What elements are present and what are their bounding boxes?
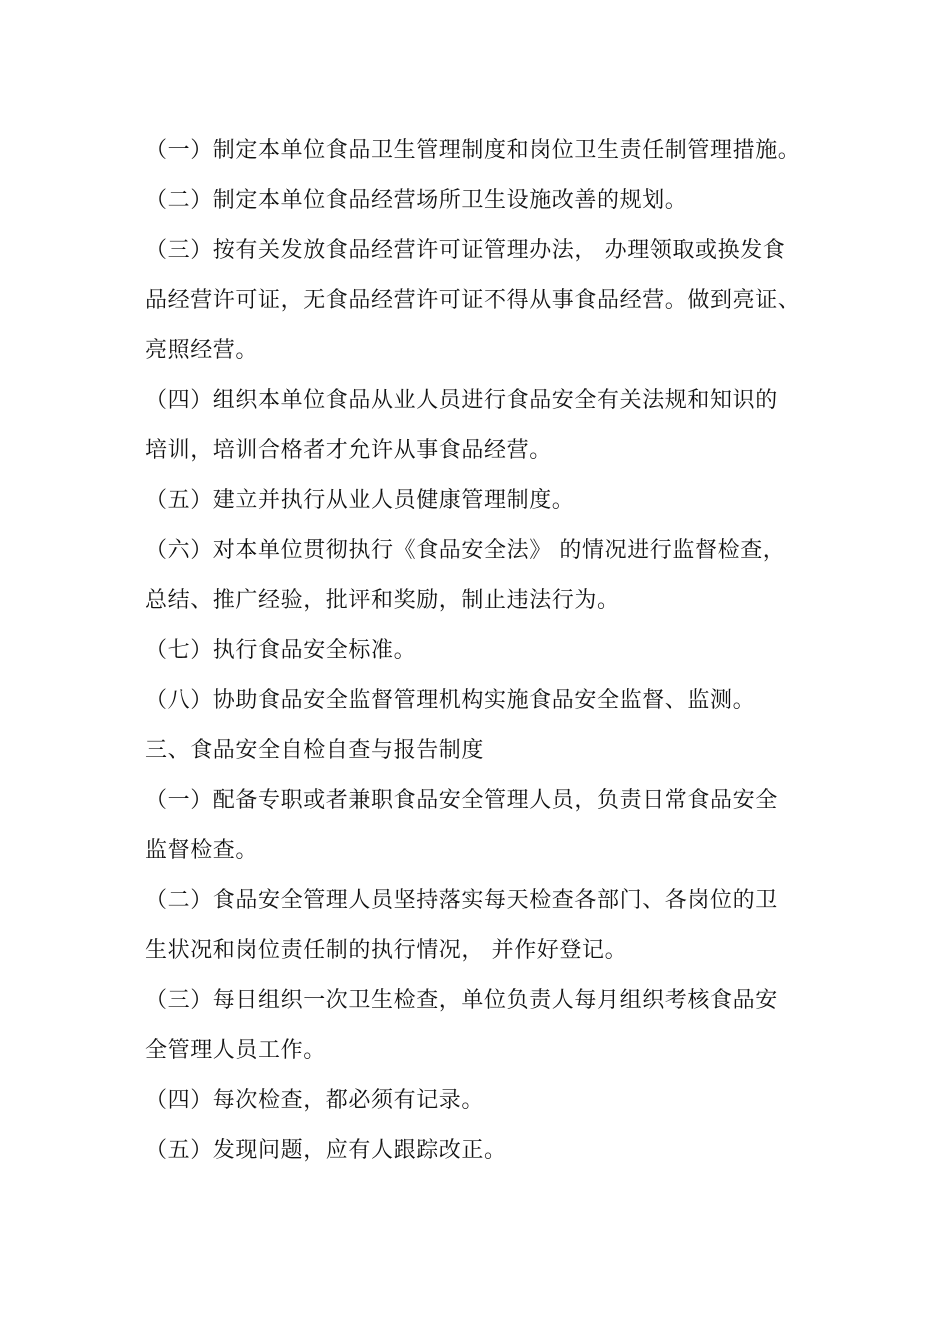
text-line: 培训，培训合格者才允许从事食品经营。 [145,438,552,463]
text-line: （四）每次检查，都必须有记录。 [145,1088,485,1113]
text-line: （三）按有关发放食品经营许可证管理办法， 办理领取或换发食 [145,238,786,263]
text-line: （七）执行食品安全标准。 [145,638,417,663]
text-line: （三）每日组织一次卫生检查，单位负责人每月组织考核食品安 [145,988,778,1013]
text-line: （一）制定本单位食品卫生管理制度和岗位卫生责任制管理措施。 [145,138,801,163]
text-line: （四）组织本单位食品从业人员进行食品安全有关法规和知识的 [145,388,778,413]
text-line: （五）发现问题，应有人跟踪改正。 [145,1138,507,1163]
text-line: 全管理人员工作。 [145,1038,326,1063]
text-line: （一）配备专职或者兼职食品安全管理人员，负责日常食品安全 [145,788,778,813]
text-line: （八）协助食品安全监督管理机构实施食品安全监督、监测。 [145,688,756,713]
text-line: （六）对本单位贯彻执行《食品安全法》 的情况进行监督检查， [145,538,786,563]
text-line: （五）建立并执行从业人员健康管理制度。 [145,488,575,513]
text-line: 生状况和岗位责任制的执行情况， 并作好登记。 [145,938,628,963]
text-line: 总结、推广经验，批评和奖励，制止违法行为。 [145,588,620,613]
text-line: 品经营许可证，无食品经营许可证不得从事食品经营。做到亮证、 [145,288,801,313]
text-line: （二）制定本单位食品经营场所卫生设施改善的规划。 [145,188,688,213]
text-line: 监督检查。 [145,838,259,863]
text-line: 亮照经营。 [145,338,259,363]
section-heading: 三、食品安全自检自查与报告制度 [145,738,485,763]
text-line: （二）食品安全管理人员坚持落实每天检查各部门、各岗位的卫 [145,888,778,913]
